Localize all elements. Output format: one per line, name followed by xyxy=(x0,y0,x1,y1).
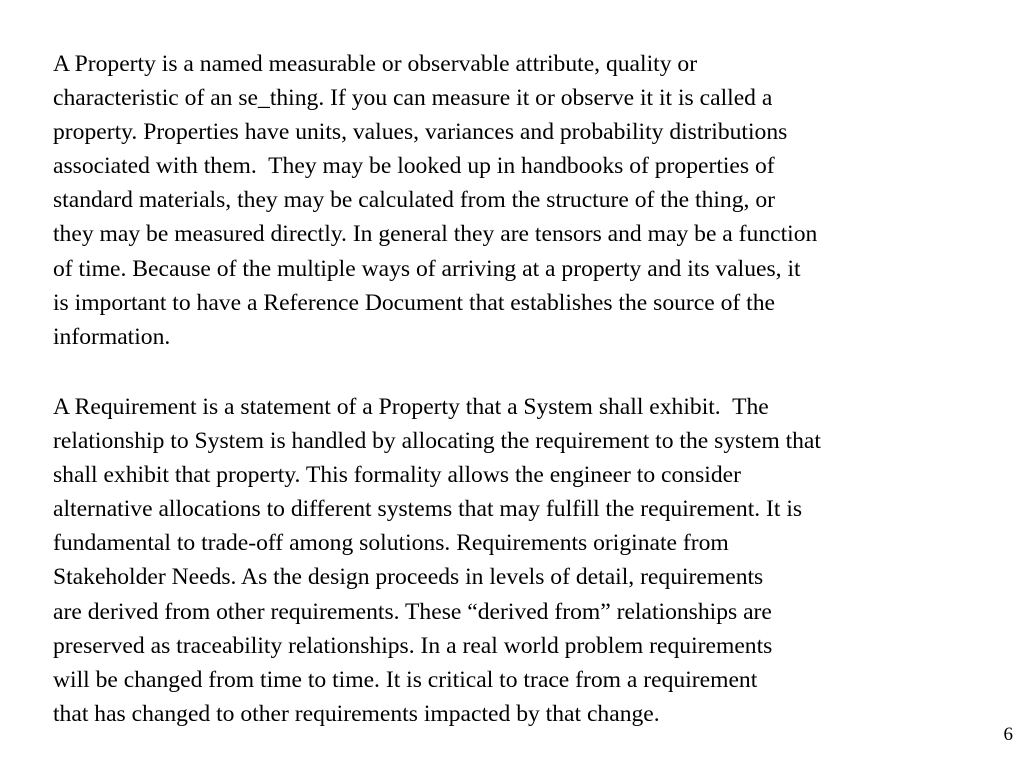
paragraph-line: shall exhibit that property. This formality allows the engineer to consider xyxy=(53,462,741,489)
paragraph-line: characteristic of an se_thing. If you can measure it or observe it it is called a xyxy=(53,85,773,112)
paragraph-line: preserved as traceability relationships. In a real world problem requirements xyxy=(53,632,773,659)
paragraph-line: that has changed to other requirements impacted by that change. xyxy=(53,700,660,727)
paragraph-line: Stakeholder Needs. As the design proceeds in levels of detail, requirements xyxy=(53,564,764,591)
page-number: 6 xyxy=(1003,724,1013,745)
paragraph-line: fundamental to trade-off among solutions. Requirements originate from xyxy=(53,530,729,557)
paragraph-line: information. xyxy=(53,323,171,350)
paragraph-line: alternative allocations to different systems that may fulfill the requirement. It is xyxy=(53,496,803,523)
paragraph-line: relationship to System is handled by allocating the requirement to the system that xyxy=(53,428,821,455)
paragraph-line: A Property is a named measurable or observable attribute, quality or xyxy=(53,51,698,77)
property-definition-paragraph xyxy=(53,47,817,354)
paragraph-line: associated with them. They may be looked up in handbooks of properties of xyxy=(53,153,775,180)
paragraph-line: standard materials, they may be calculated from the structure of the thing, or xyxy=(53,187,775,214)
requirement-definition-paragraph xyxy=(53,390,821,731)
paragraph-line: property. Properties have units, values, variances and probability distributions xyxy=(53,119,788,146)
paragraph-line: A Requirement is a statement of a Property that a System shall exhibit. The xyxy=(53,394,769,420)
paragraph-line: will be changed from time to time. It is critical to trace from a requirement xyxy=(53,666,758,693)
paragraph-line: of time. Because of the multiple ways of arriving at a property and its values, it xyxy=(53,255,801,282)
paragraph-line: they may be measured directly. In general they are tensors and may be a function xyxy=(53,221,818,248)
paragraph-line: is important to have a Reference Document that establishes the source of the xyxy=(53,289,775,316)
paragraph-line: are derived from other requirements. These “derived from” relationships are xyxy=(53,598,772,625)
